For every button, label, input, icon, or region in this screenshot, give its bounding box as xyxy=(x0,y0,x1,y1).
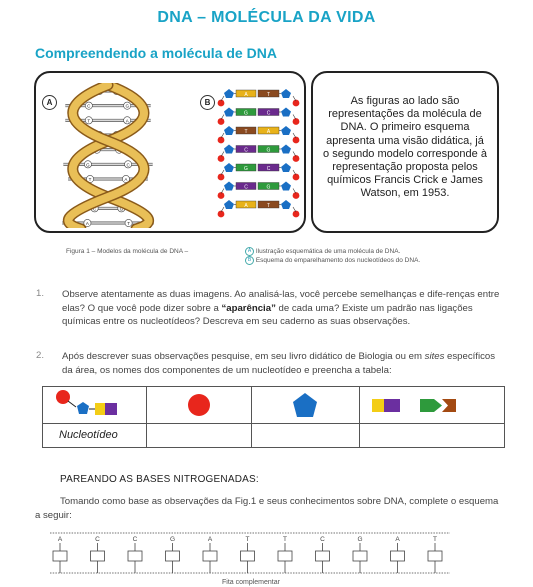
base-pairing-scheme xyxy=(40,527,460,577)
question-2-text xyxy=(62,350,503,377)
question-1-text-b: de cada uma? Existe um padrão nas ligações químicas entre os nucleotídeos? Descreva em seu caderno as suas observações. xyxy=(62,302,473,327)
ladder-base-right: T xyxy=(266,203,271,209)
base-answer-box[interactable] xyxy=(278,551,292,561)
base-answer-box[interactable] xyxy=(241,551,255,561)
helix-base-letter: T xyxy=(87,118,91,124)
helix-base-letter: G xyxy=(117,147,121,153)
ladder-base-left: G xyxy=(244,166,248,172)
figure-panel xyxy=(34,71,306,233)
template-base-letter: A xyxy=(395,536,400,543)
question-2-text-a: Após descrever suas observações pesquise, em seu livro didático de Biologia ou em xyxy=(62,351,425,362)
table-cell-sugar xyxy=(252,387,360,424)
ladder-base-left: T xyxy=(244,129,248,135)
ladder-base-pair xyxy=(218,89,300,106)
pairing-slot xyxy=(166,536,180,573)
pairing-slot xyxy=(203,536,217,573)
helix-base-letter: T xyxy=(112,191,116,197)
question-2-number: 2. xyxy=(36,350,45,361)
helix-base-letter: C xyxy=(87,103,91,109)
template-base-letter: C xyxy=(320,536,325,543)
ladder-base-left: A xyxy=(244,203,248,209)
ladder-base-right: A xyxy=(266,129,271,135)
table-answer-sugar[interactable] xyxy=(252,423,360,447)
page-title: DNA – MOLÉCULA DA VIDA xyxy=(157,9,376,26)
ladder-base-left: C xyxy=(244,147,248,154)
template-base-letter: T xyxy=(433,536,437,543)
question-1-emphasis: “aparência” xyxy=(221,302,276,314)
nucleotide-components-table xyxy=(42,386,505,448)
helix-base-letter: C xyxy=(95,147,99,153)
figure-label-a: A xyxy=(42,95,57,110)
ladder-base-pair xyxy=(218,163,300,180)
helix-base-letter: C xyxy=(126,162,130,168)
template-base-letter: T xyxy=(245,536,250,543)
base-answer-box[interactable] xyxy=(166,551,180,561)
table-row-label: Nucleotídeo xyxy=(43,423,147,447)
figure-caption-prefix: Figura 1 – Modelos da molécula de DNA – xyxy=(66,248,189,255)
template-base-letter: C xyxy=(132,536,138,543)
ladder-base-pair xyxy=(218,200,300,217)
ladder-base-pair xyxy=(218,145,300,162)
complement-strand-label: Fita complementar xyxy=(222,579,280,586)
ladder-base-right: C xyxy=(266,166,271,172)
ladder-base-left: A xyxy=(244,92,248,98)
ladder-base-right: G xyxy=(266,147,271,154)
pairing-slot xyxy=(316,536,330,573)
question-1-text-a: Observe atentamente as duas imagens. Ao analisá-las, você percebe semelhanças e dife-renças entre elas? O que você pode dizer sobre a xyxy=(62,289,500,314)
caption-a-text: Ilustração esquemática de uma molécula de DNA. xyxy=(255,248,401,256)
figure-caption-b xyxy=(245,256,420,265)
helix-base-letter: A xyxy=(100,191,104,197)
pairing-slot xyxy=(128,536,142,573)
question-1-text xyxy=(62,288,503,329)
dna-ladder-scheme xyxy=(216,85,301,225)
figure-description-panel xyxy=(311,71,499,233)
caption-b-marker: B xyxy=(245,256,254,265)
template-base-letter: C xyxy=(95,536,100,543)
pairing-slot xyxy=(53,536,67,573)
pairing-slot xyxy=(353,536,367,573)
question-2-text-b: específicos da área, os nomes dos componentes de um nucleotídeo e preencha a tabela: xyxy=(62,351,496,376)
helix-base-letter: T xyxy=(88,177,92,182)
ladder-base-left: G xyxy=(244,110,248,117)
template-base-letter: G xyxy=(169,536,176,543)
helix-base-letter: G xyxy=(86,162,90,168)
template-base-letter: A xyxy=(57,536,63,543)
table-cell-nucleotide-diagram xyxy=(43,387,147,424)
figure-label-b: B xyxy=(200,95,215,110)
helix-base-letter: G xyxy=(125,103,129,109)
template-base-letter: A xyxy=(207,536,213,543)
ladder-base-pair xyxy=(218,126,300,143)
pairing-slot xyxy=(278,536,292,573)
ladder-base-left: C xyxy=(244,184,248,191)
phosphate-icon xyxy=(147,388,251,422)
table-cell-bases xyxy=(360,387,505,424)
base-answer-box[interactable] xyxy=(128,551,142,561)
helix-base-letter: A xyxy=(125,118,129,124)
ladder-base-pair xyxy=(218,182,300,199)
question-2-italic: sites xyxy=(424,351,445,362)
caption-a-marker: A xyxy=(245,247,254,256)
pentose-sugar-icon xyxy=(252,388,359,422)
table-answer-phosphate[interactable] xyxy=(147,423,252,447)
helix-base-letter: T xyxy=(127,221,130,226)
ladder-base-right: C xyxy=(266,110,271,117)
table-answer-bases[interactable] xyxy=(360,423,505,447)
figure-caption-a xyxy=(245,247,400,256)
pairing-slot xyxy=(241,536,255,573)
helix-base-letter: A xyxy=(85,221,89,226)
helix-base-letter: A xyxy=(124,177,128,182)
helix-base-letter: T xyxy=(115,133,119,138)
pairing-slot xyxy=(91,536,105,573)
pairing-slot xyxy=(391,536,405,573)
base-answer-box[interactable] xyxy=(91,551,105,561)
template-base-letter: G xyxy=(357,536,363,543)
nitrogenous-bases-icon xyxy=(360,388,504,422)
dna-helix-illustration xyxy=(56,83,166,228)
base-answer-box[interactable] xyxy=(391,551,405,561)
helix-base-letter: G xyxy=(119,206,124,212)
pairing-slot xyxy=(428,536,442,573)
template-base-letter: T xyxy=(283,536,287,543)
figure-description: As figuras ao lado são representações da molécula de DNA. O primeiro esquema apresenta uma visão didática, já o segundo modelo corresponde à representação proposta pelos químicos Francis Crick e James Watson, em 1953. xyxy=(323,95,487,200)
base-answer-box[interactable] xyxy=(203,551,217,561)
pairing-instruction: Tomando como base as observações da Fig.1 e seus conhecimentos sobre DNA, complete o esquema a seguir: xyxy=(35,496,499,521)
pairing-heading: PAREANDO AS BASES NITROGENADAS: xyxy=(60,474,259,485)
base-answer-box[interactable] xyxy=(428,551,442,561)
base-answer-box[interactable] xyxy=(316,551,330,561)
ladder-base-pair xyxy=(218,108,300,125)
helix-base-letter: A xyxy=(115,89,119,94)
helix-base-letter: A xyxy=(97,133,101,138)
caption-b-text: Esquema do emparelhamento dos nucleotídeos do DNA. xyxy=(255,257,421,265)
ladder-base-right: T xyxy=(266,92,271,98)
base-answer-box[interactable] xyxy=(353,551,367,561)
base-answer-box[interactable] xyxy=(53,551,67,561)
ladder-base-right: G xyxy=(266,184,271,191)
nucleotide-diagram xyxy=(43,388,146,422)
question-1-number: 1. xyxy=(36,288,45,299)
helix-base-letter: T xyxy=(97,89,101,94)
section-subtitle: Compreendendo a molécula de DNA xyxy=(35,45,277,61)
helix-base-letter: C xyxy=(92,206,97,212)
table-cell-phosphate xyxy=(147,387,252,424)
